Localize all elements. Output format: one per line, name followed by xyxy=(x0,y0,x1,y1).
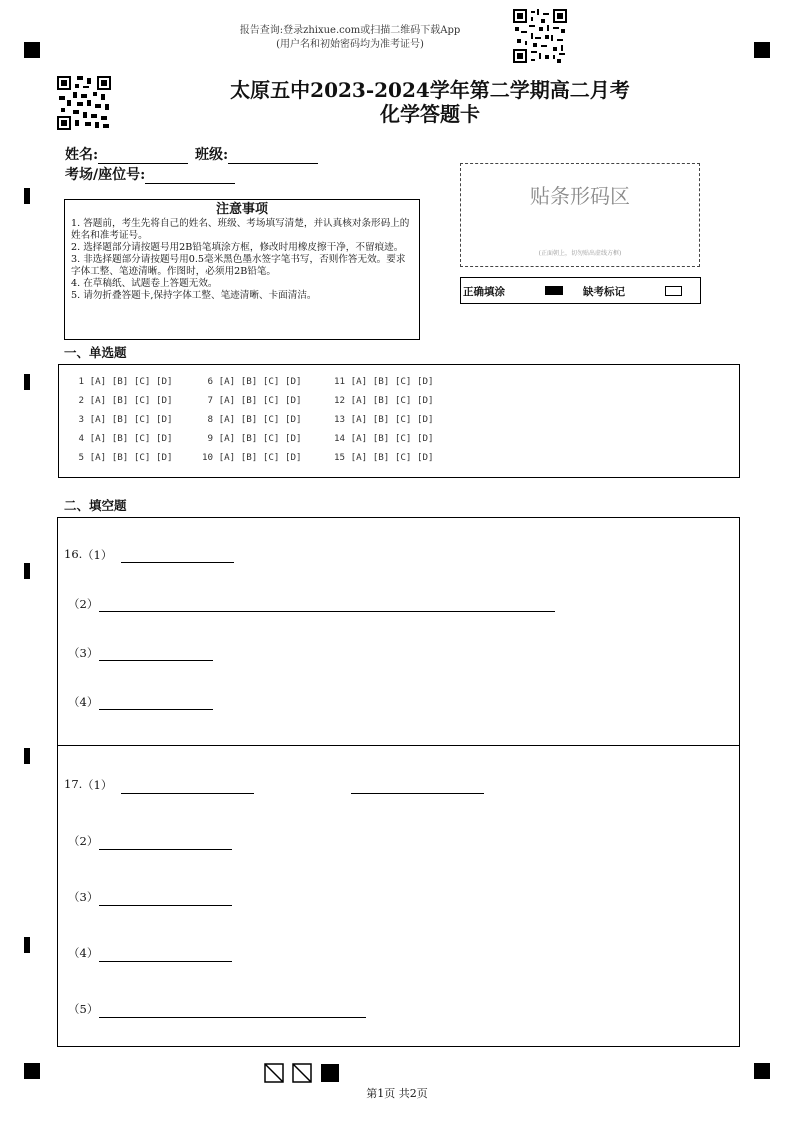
page-number: 第1页 共2页 xyxy=(366,1087,428,1100)
mc-question-number: 6 xyxy=(202,376,219,387)
mc-question-number: 15 xyxy=(334,452,351,463)
mc-question-number: 14 xyxy=(334,433,351,444)
mc-options[interactable]: [A] [B] [C] [D] xyxy=(350,452,434,463)
q17-answer-line-5[interactable] xyxy=(99,1017,366,1018)
class-input[interactable] xyxy=(228,149,318,164)
notice-item: 3. 非选择题部分请按题号用0.5毫米黑色墨水签字笔书写，否则作答无效。要求字体工整、笔迹清晰。作图时，必须用2B铅笔。 xyxy=(71,254,406,277)
q17-part-4-label: （4） xyxy=(68,946,99,960)
timing-mark xyxy=(24,563,30,579)
mc-options[interactable]: [A] [B] [C] [D] xyxy=(89,395,173,406)
q16-part-4-label: （4） xyxy=(68,695,99,709)
mc-options[interactable]: [A] [B] [C] [D] xyxy=(89,452,173,463)
name-field-row xyxy=(65,144,318,164)
q17-answer-line-1a[interactable] xyxy=(121,793,254,794)
q16-number: 16. xyxy=(64,547,83,561)
q16-answer-line-3[interactable] xyxy=(99,660,213,661)
mc-options[interactable]: [A] [B] [C] [D] xyxy=(350,433,434,444)
corner-mark-bottom-left xyxy=(24,1063,40,1079)
q16-part-3-label: （3） xyxy=(68,646,99,660)
page-subtitle: 化学答题卡 xyxy=(380,102,480,126)
q17-part-3-label: （3） xyxy=(68,890,99,904)
mc-question-14[interactable] xyxy=(334,433,434,444)
mc-question-number: 3 xyxy=(73,414,90,425)
correct-fill-label: 正确填涂 xyxy=(463,286,505,298)
mc-options[interactable]: [A] [B] [C] [D] xyxy=(218,395,302,406)
qr-code-icon xyxy=(57,76,111,130)
mc-options[interactable]: [A] [B] [C] [D] xyxy=(89,414,173,425)
mc-options[interactable]: [A] [B] [C] [D] xyxy=(218,376,302,387)
mc-question-number: 5 xyxy=(73,452,90,463)
section1-title: 一、单选题 xyxy=(64,345,127,360)
report-credential-line: (用户名和初始密码均为准考证号) xyxy=(276,39,424,50)
q17-part-1-label: （1） xyxy=(82,778,113,792)
mc-question-1[interactable] xyxy=(73,376,173,387)
fill-legend xyxy=(460,277,701,304)
report-query-line: 报告查询:登录zhixue.com或扫描二维码下载App xyxy=(239,25,461,36)
seat-label: 考场/座位号: xyxy=(65,167,146,183)
mc-options[interactable]: [A] [B] [C] [D] xyxy=(350,376,434,387)
mc-question-6[interactable] xyxy=(202,376,302,387)
mc-question-10[interactable] xyxy=(202,452,302,463)
corner-mark-bottom-right xyxy=(754,1063,770,1079)
q16-answer-line-4[interactable] xyxy=(99,709,213,710)
barcode-label: 贴条形码区 xyxy=(530,184,630,208)
q16-part-1-label: （1） xyxy=(82,548,113,562)
q16-answer-line-1[interactable] xyxy=(121,562,234,563)
q17-part-2-label: （2） xyxy=(68,834,99,848)
mc-options[interactable]: [A] [B] [C] [D] xyxy=(350,395,434,406)
barcode-hint: (正面朝上，切勿贴出虚线方框) xyxy=(538,250,622,257)
notice-item: 1. 答题前，考生先将自己的姓名、班级、考场填写清楚，并认真核对条形码上的姓名和准考证号。 xyxy=(71,218,410,241)
timing-mark xyxy=(24,374,30,390)
mc-options[interactable]: [A] [B] [C] [D] xyxy=(218,452,302,463)
mc-question-3[interactable] xyxy=(73,414,173,425)
page-code-icon xyxy=(264,1063,344,1083)
mc-question-7[interactable] xyxy=(202,395,302,406)
q16-part-2-label: （2） xyxy=(68,597,99,611)
q17-answer-line-3[interactable] xyxy=(99,905,232,906)
mc-question-12[interactable] xyxy=(334,395,434,406)
notice-item: 5. 请勿折叠答题卡,保持字体工整、笔迹清晰、卡面清洁。 xyxy=(71,290,317,301)
timing-mark xyxy=(24,748,30,764)
notice-box xyxy=(64,199,420,340)
section2-title: 二、填空题 xyxy=(64,498,127,513)
mc-question-5[interactable] xyxy=(73,452,173,463)
timing-mark xyxy=(24,188,30,204)
mc-question-number: 10 xyxy=(202,452,219,463)
q17-box xyxy=(57,745,740,1047)
mc-options[interactable]: [A] [B] [C] [D] xyxy=(350,414,434,425)
mc-question-number: 8 xyxy=(202,414,219,425)
mc-answer-box xyxy=(58,364,740,478)
qr-code-top-right xyxy=(513,9,567,63)
barcode-area[interactable] xyxy=(460,163,700,267)
correct-fill-sample xyxy=(545,286,563,295)
mc-question-number: 7 xyxy=(202,395,219,406)
page-title: 太原五中2023-2024学年第二学期高二月考 xyxy=(230,78,630,102)
mc-question-11[interactable] xyxy=(334,376,434,387)
mc-question-number: 12 xyxy=(334,395,351,406)
mc-question-number: 2 xyxy=(73,395,90,406)
mc-question-number: 11 xyxy=(334,376,351,387)
name-input[interactable] xyxy=(98,149,188,164)
notice-title: 注意事项 xyxy=(215,202,268,217)
mc-question-8[interactable] xyxy=(202,414,302,425)
mc-question-number: 9 xyxy=(202,433,219,444)
mc-options[interactable]: [A] [B] [C] [D] xyxy=(218,414,302,425)
mc-question-number: 4 xyxy=(73,433,90,444)
q17-answer-line-4[interactable] xyxy=(99,961,232,962)
page-code-marks xyxy=(264,1063,344,1087)
q17-number: 17. xyxy=(64,777,83,791)
seat-field-row xyxy=(65,164,235,184)
mc-options[interactable]: [A] [B] [C] [D] xyxy=(89,376,173,387)
mc-question-2[interactable] xyxy=(73,395,173,406)
seat-input[interactable] xyxy=(145,169,235,184)
mc-question-number: 13 xyxy=(334,414,351,425)
qr-code-icon xyxy=(513,9,567,63)
mc-question-9[interactable] xyxy=(202,433,302,444)
corner-mark-top-right xyxy=(754,42,770,58)
class-label: 班级: xyxy=(195,147,229,163)
absent-mark-label: 缺考标记 xyxy=(583,286,625,298)
mc-question-number: 1 xyxy=(73,376,90,387)
q17-part-5-label: （5） xyxy=(68,1002,99,1016)
q16-answer-line-2[interactable] xyxy=(99,611,555,612)
mc-question-4[interactable] xyxy=(73,433,173,444)
mc-options[interactable]: [A] [B] [C] [D] xyxy=(218,433,302,444)
notice-item: 2. 选择题部分请按题号用2B铅笔填涂方框，修改时用橡皮擦干净，不留痕迹。 xyxy=(71,242,404,253)
name-label: 姓名: xyxy=(65,147,99,163)
q17-answer-line-2[interactable] xyxy=(99,849,232,850)
mc-question-15[interactable] xyxy=(334,452,434,463)
qr-code-top-left xyxy=(57,76,111,130)
notice-item: 4. 在草稿纸、试题卷上答题无效。 xyxy=(71,278,218,289)
mc-options[interactable]: [A] [B] [C] [D] xyxy=(89,433,173,444)
timing-mark xyxy=(24,937,30,953)
q17-answer-line-1b[interactable] xyxy=(351,793,484,794)
absent-mark-box[interactable] xyxy=(665,286,682,296)
mc-question-13[interactable] xyxy=(334,414,434,425)
q16-box xyxy=(57,517,740,746)
